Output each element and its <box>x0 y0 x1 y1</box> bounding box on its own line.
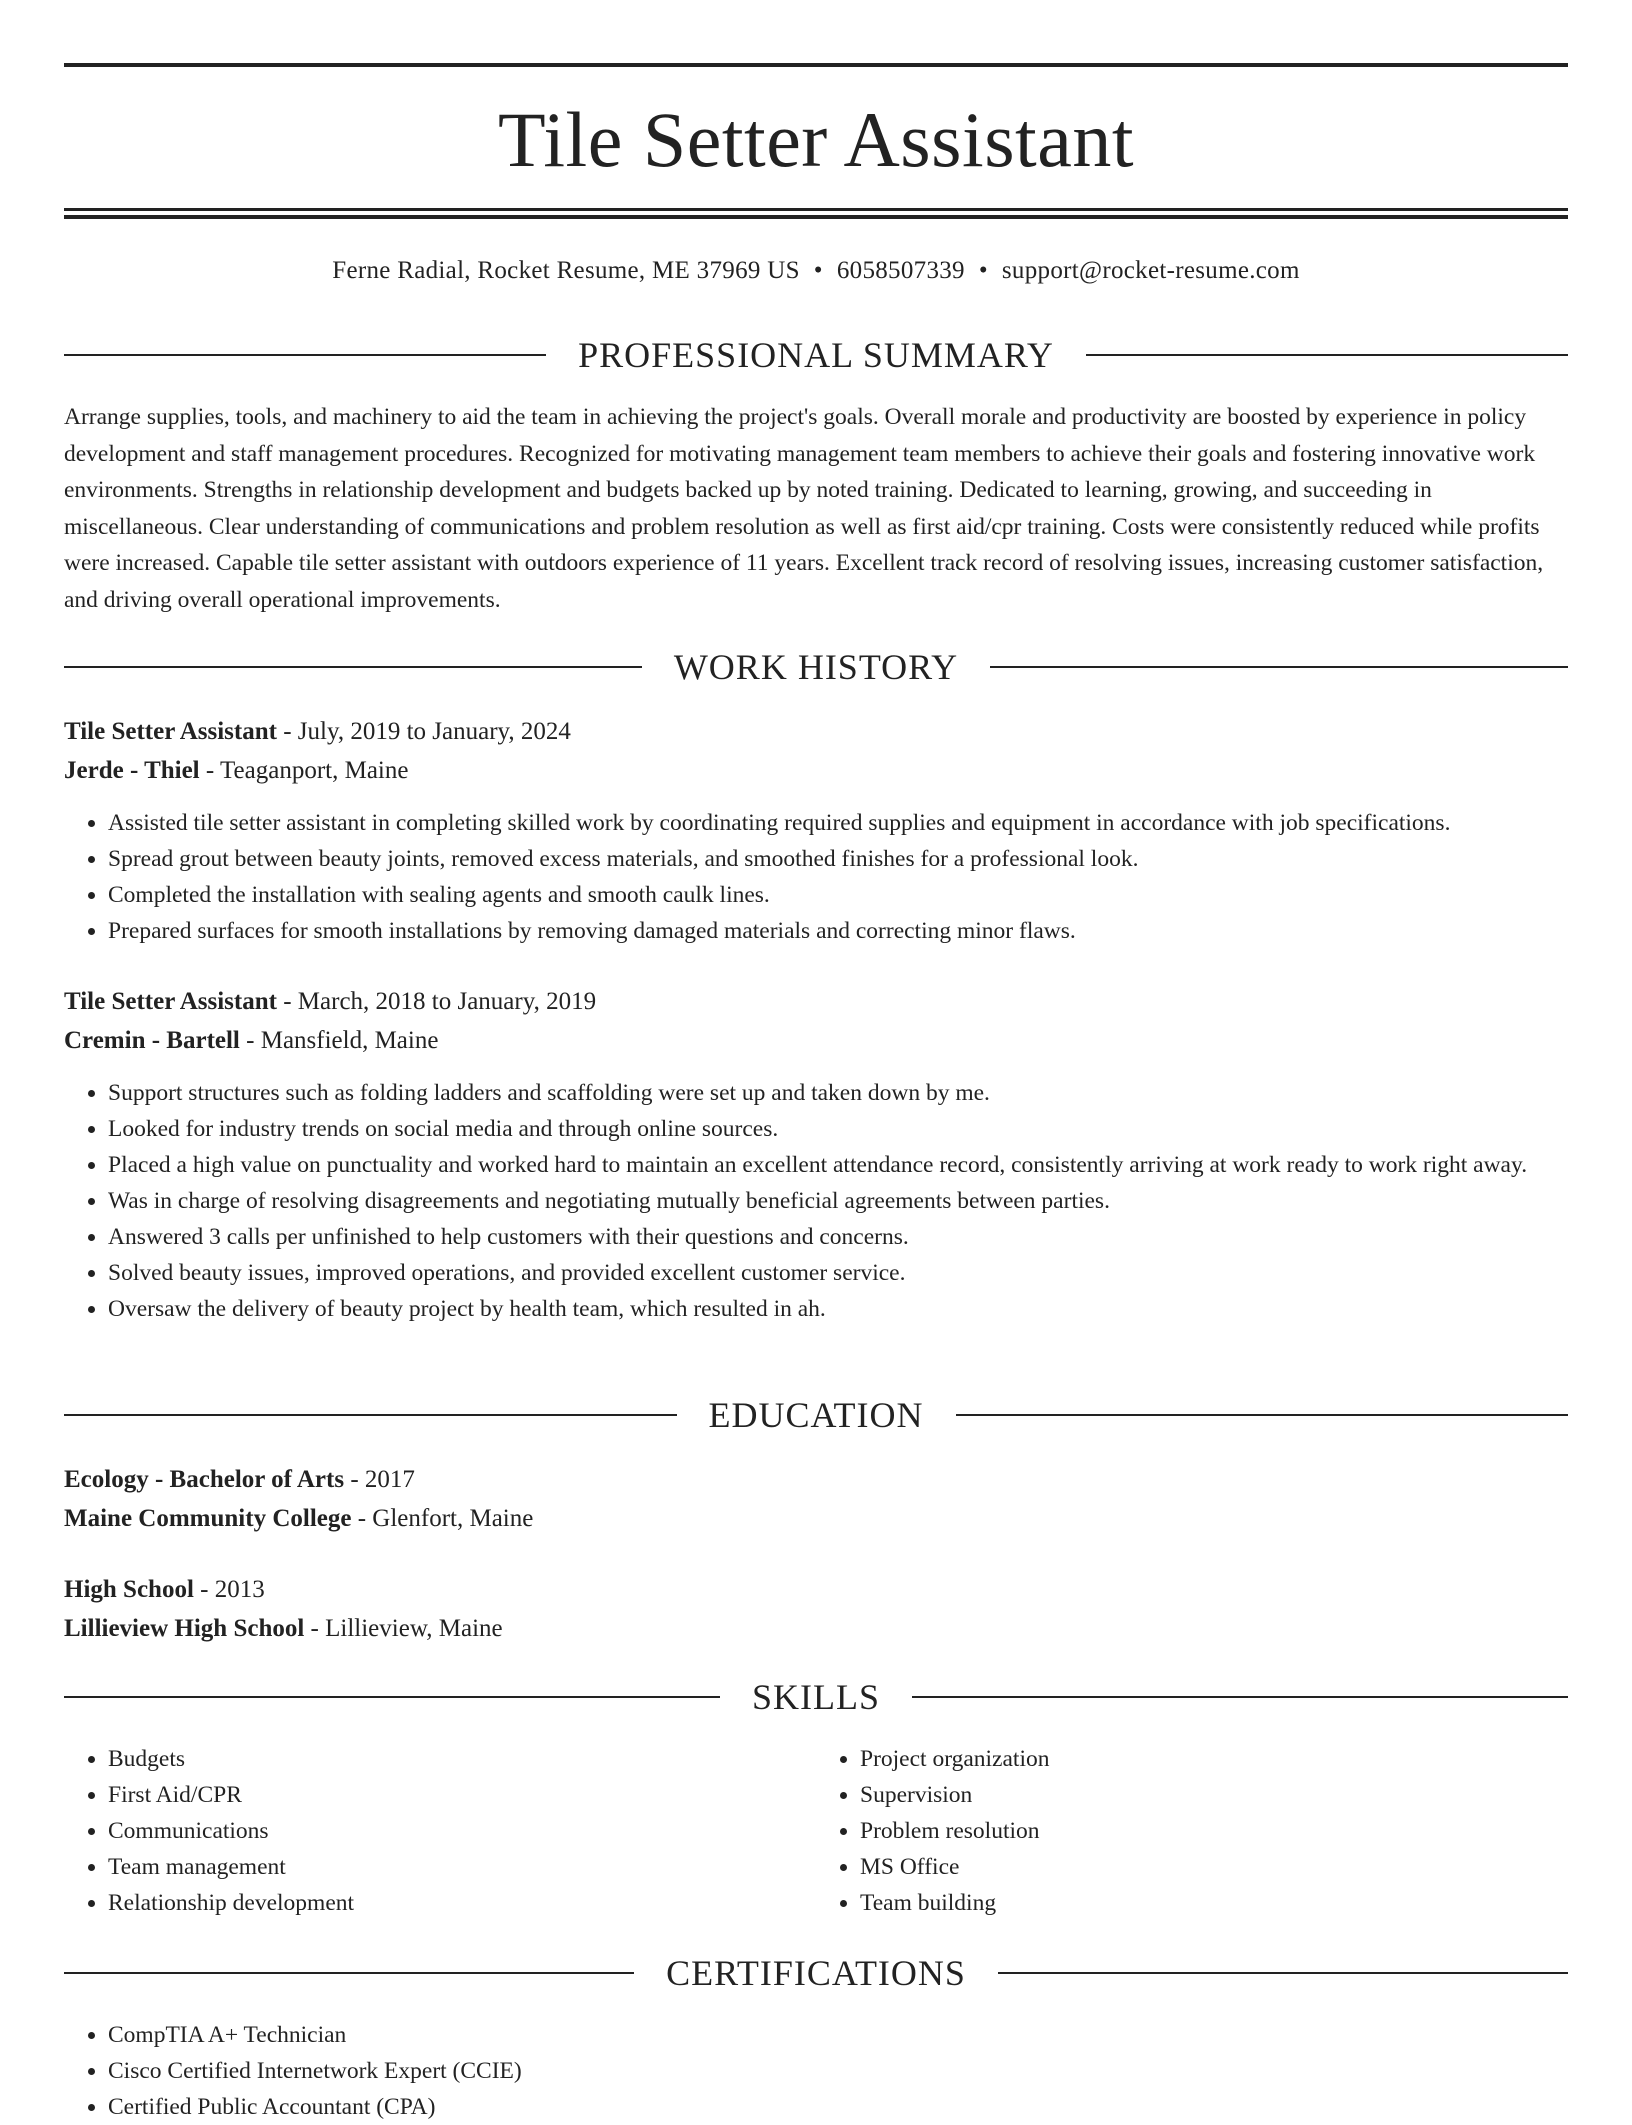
job-entry <box>64 712 1568 790</box>
divider <box>998 1972 1568 1974</box>
list-item: • Spread grout between beauty joints, removed excess materials, and smoothed finishes for a professional look. <box>108 841 1568 877</box>
skill-item: • MS Office <box>860 1849 1568 1885</box>
job-company: Cremin - Bartell <box>64 1027 240 1054</box>
contact-separator: • <box>978 257 988 284</box>
degree-year: - 2013 <box>193 1576 265 1603</box>
job-company: Jerde - Thiel <box>64 757 200 784</box>
education-entry <box>64 1460 1568 1538</box>
job-company-line <box>64 1021 1568 1060</box>
list-item: • Placed a high value on punctuality and worked hard to maintain an excellent attendance record, consistently arriving at work ready to work right away. <box>108 1147 1568 1183</box>
top-rule <box>64 63 1568 67</box>
section-heading-skills <box>64 1677 1568 1717</box>
degree: Ecology - Bachelor of Arts <box>64 1466 345 1493</box>
list-item: • Assisted tile setter assistant in completing skilled work by coordinating required supplies and equipment in accordance with job specifications. <box>108 805 1568 841</box>
job-title-line <box>64 982 1568 1021</box>
divider <box>990 666 1568 668</box>
job-title: Tile Setter Assistant <box>64 988 277 1015</box>
divider <box>64 666 642 668</box>
education-entry <box>64 1570 1568 1648</box>
contact-phone: 6058507339 <box>836 257 965 284</box>
skills-column-left <box>64 1741 816 1921</box>
list-item: • Support structures such as folding ladders and scaffolding were set up and taken down by me. <box>108 1075 1568 1111</box>
divider <box>1086 354 1568 356</box>
section-title: SKILLS <box>752 1677 881 1717</box>
section-title: WORK HISTORY <box>673 647 959 687</box>
job-title-line <box>64 712 1568 751</box>
list-item: • Prepared surfaces for smooth installations by removing damaged materials and correcting minor flaws. <box>108 913 1568 949</box>
job-location: - Teaganport, Maine <box>199 757 409 784</box>
section-title: EDUCATION <box>708 1395 924 1435</box>
school-location: - Lillieview, Maine <box>304 1615 503 1642</box>
degree: High School <box>64 1576 194 1603</box>
school-line <box>64 1499 1568 1538</box>
skill-item: • Team management <box>108 1849 816 1885</box>
divider <box>956 1414 1569 1416</box>
contact-line <box>64 254 1568 288</box>
skill-item: • Communications <box>108 1813 816 1849</box>
skill-item: • Team building <box>860 1885 1568 1921</box>
job-company-line <box>64 751 1568 790</box>
divider <box>64 1414 677 1416</box>
title-double-rule <box>64 208 1568 219</box>
divider <box>64 1696 720 1698</box>
section-title: CERTIFICATIONS <box>666 1953 966 1993</box>
school: Maine Community College <box>64 1505 352 1532</box>
job-bullets <box>64 805 1568 949</box>
contact-email: support@rocket-resume.com <box>1001 257 1300 284</box>
skill-item: • Relationship development <box>108 1885 816 1921</box>
list-item: • Was in charge of resolving disagreements and negotiating mutually beneficial agreements between parties. <box>108 1183 1568 1219</box>
school-line <box>64 1609 1568 1648</box>
divider <box>64 354 546 356</box>
skill-item: • Project organization <box>860 1741 1568 1777</box>
certification-item: • CompTIA A+ Technician <box>108 2017 1568 2053</box>
school-location: - Glenfort, Maine <box>351 1505 534 1532</box>
school: Lillieview High School <box>64 1615 305 1642</box>
degree-year: - 2017 <box>344 1466 415 1493</box>
skill-item: • First Aid/CPR <box>108 1777 816 1813</box>
divider <box>912 1696 1568 1698</box>
resume-title: Tile Setter Assistant <box>497 96 1135 183</box>
skill-item: • Problem resolution <box>860 1813 1568 1849</box>
job-bullets <box>64 1075 1568 1327</box>
list-item: • Answered 3 calls per unfinished to help customers with their questions and concerns. <box>108 1219 1568 1255</box>
section-heading-certifications <box>64 1953 1568 1993</box>
list-item: • Solved beauty issues, improved operations, and provided excellent customer service. <box>108 1255 1568 1291</box>
job-dates: - March, 2018 to January, 2019 <box>276 988 597 1015</box>
certification-item: • Certified Public Accountant (CPA) <box>108 2089 1568 2125</box>
job-dates: - July, 2019 to January, 2024 <box>276 718 571 745</box>
skill-item: • Supervision <box>860 1777 1568 1813</box>
contact-separator: • <box>813 257 823 284</box>
job-location: - Mansfield, Maine <box>239 1027 439 1054</box>
list-item: • Completed the installation with sealing agents and smooth caulk lines. <box>108 877 1568 913</box>
section-heading-education <box>64 1395 1568 1435</box>
divider <box>64 1972 634 1974</box>
certifications-list <box>64 2017 1568 2125</box>
degree-line <box>64 1460 1568 1499</box>
skills-column-right <box>816 1741 1568 1921</box>
certification-item: • Cisco Certified Internetwork Expert (CCIE) <box>108 2053 1568 2089</box>
list-item: • Oversaw the delivery of beauty project by health team, which resulted in ah. <box>108 1291 1568 1327</box>
contact-address: Ferne Radial, Rocket Resume, ME 37969 US <box>332 257 800 284</box>
skill-item: • Budgets <box>108 1741 816 1777</box>
list-item: • Looked for industry trends on social media and through online sources. <box>108 1111 1568 1147</box>
degree-line <box>64 1570 1568 1609</box>
job-title: Tile Setter Assistant <box>64 718 277 745</box>
job-entry <box>64 982 1568 1060</box>
section-title: PROFESSIONAL SUMMARY <box>578 335 1054 375</box>
summary-paragraph: Arrange supplies, tools, and machinery to aid the team in achieving the project's goals. Overall morale and productivity are boosted by experience in policy development and staff management procedures. Recognized for motivating management team members to achieve their goals and fostering innovative work environments. Strengths in relationship development and budgets backed up by noted training. Dedicated to learning, growing, and succeeding in miscellaneous. Clear understanding of communications and problem resolution as well as first aid/cpr training. Costs were consistently reduced while profits were increased. Capable tile setter assistant with outdoors experience of 11 years. Excellent track record of resolving issues, increasing customer satisfaction, and driving overall operational improvements. <box>64 404 1544 613</box>
section-heading-summary <box>64 335 1568 375</box>
section-heading-work <box>64 647 1568 687</box>
skills-list <box>64 1741 1568 1921</box>
